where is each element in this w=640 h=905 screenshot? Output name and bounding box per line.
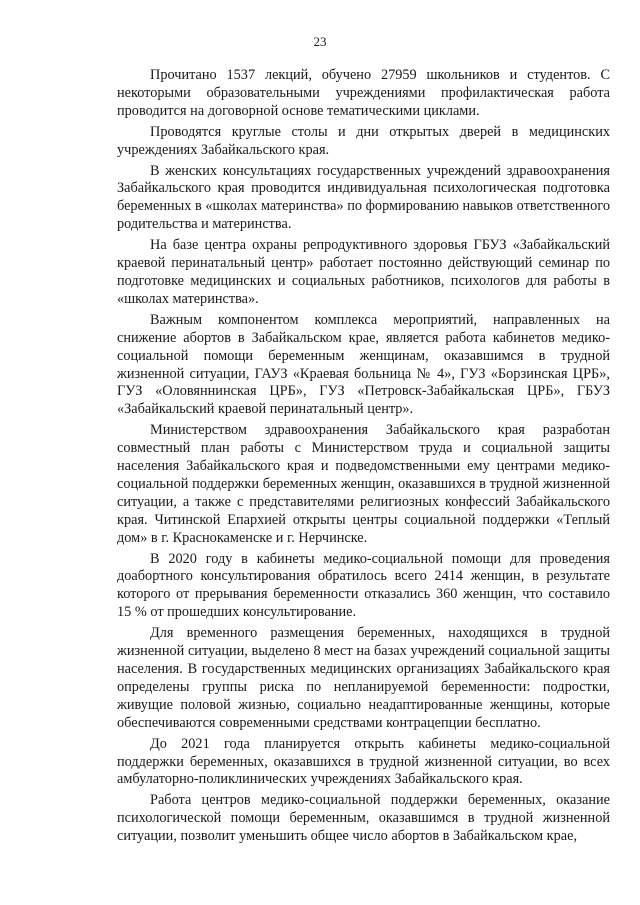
paragraph-2021-plans: До 2021 года планируется открыть кабинеты медико-социальной поддержки беременных, оказавшихся в трудной жизненной ситуации, во всех амбулаторно-поликлинических учреждениях Забайкальского края.: [117, 735, 610, 788]
paragraph-seminar: На базе центра охраны репродуктивного здоровья ГБУЗ «Забайкальский краевой перинатальный центр» работает постоянно действующий семинар по подготовке медицинских и социальных работников, психологов для работы в «школах материнства».: [117, 237, 610, 307]
paragraph-2020-statistics: В 2020 году в кабинеты медико-социальной помощи для проведения доабортного консультирования обратилось всего 2414 женщин, в результате которого от прерывания беременности отказались 360 женщин, что составило 15 % от прошедших консультирование.: [117, 550, 610, 621]
paragraph-lectures: Прочитано 1537 лекций, обучено 27959 школьников и студентов. С некоторыми образовательными учреждениями профилактическая работа проводится на договорной основе тематическими циклами.: [117, 67, 610, 119]
paragraph-round-tables: Проводятся круглые столы и дни открытых дверей в медицинских учреждениях Забайкальского края.: [117, 123, 610, 158]
paragraph-joint-plan: Министерством здравоохранения Забайкальского края разработан совместный план работы с Министерством труда и социальной защиты населения Забайкальского края и подведомственными ему центрами медико-социальной поддержки беременных женщин, оказавшихся в трудной жизненной ситуации, а также с представителями религиозных конфессий Забайкальского края. Читинской Епархией открыты центры социальной поддержки «Теплый дом» в г. Краснокаменске и г. Нерчинске.: [117, 422, 610, 546]
paragraph-schools-of-motherhood: В женских консультациях государственных учреждений здравоохранения Забайкальского края проводится индивидуальная психологическая подготовка беременных в «школах материнства» по формированию навыков ответственного родительства и материнства.: [117, 162, 610, 233]
page-number: 23: [313, 34, 327, 49]
paragraph-centers-work: Работа центров медико-социальной поддержки беременных, оказание психологической помощи беременным, оказавшимся в трудной жизненной ситуации, позволит уменьшить общее число абортов в Забайкальском крае,: [117, 792, 610, 845]
paragraph-social-help-offices: Важным компонентом комплекса мероприятий, направленных на снижение абортов в Забайкальском крае, является работа кабинетов медико-социальной помощи беременным женщинам, оказавшимся в трудной жизненной ситуации, ГАУЗ «Краевая больница № 4», ГУЗ «Борзинская ЦРБ», ГУЗ «Оловяннинская ЦРБ», ГУЗ «Петровск-Забайкальская ЦРБ», ГБУЗ «Забайкальский краевой перинатальный центр».: [117, 311, 610, 418]
document-body: [117, 67, 610, 849]
paragraph-temporary-housing: Для временного размещения беременных, находящихся в трудной жизненной ситуации, выделено 8 мест на базах учреждений социальной защиты населения. В государственных медицинских организациях Забайкальского края определены группы риска по непланируемой беременности: подростки, живущие половой жизнью, социально неадаптированные женщины, которые обеспечиваются современными средствами контрацепции бесплатно.: [117, 625, 610, 731]
